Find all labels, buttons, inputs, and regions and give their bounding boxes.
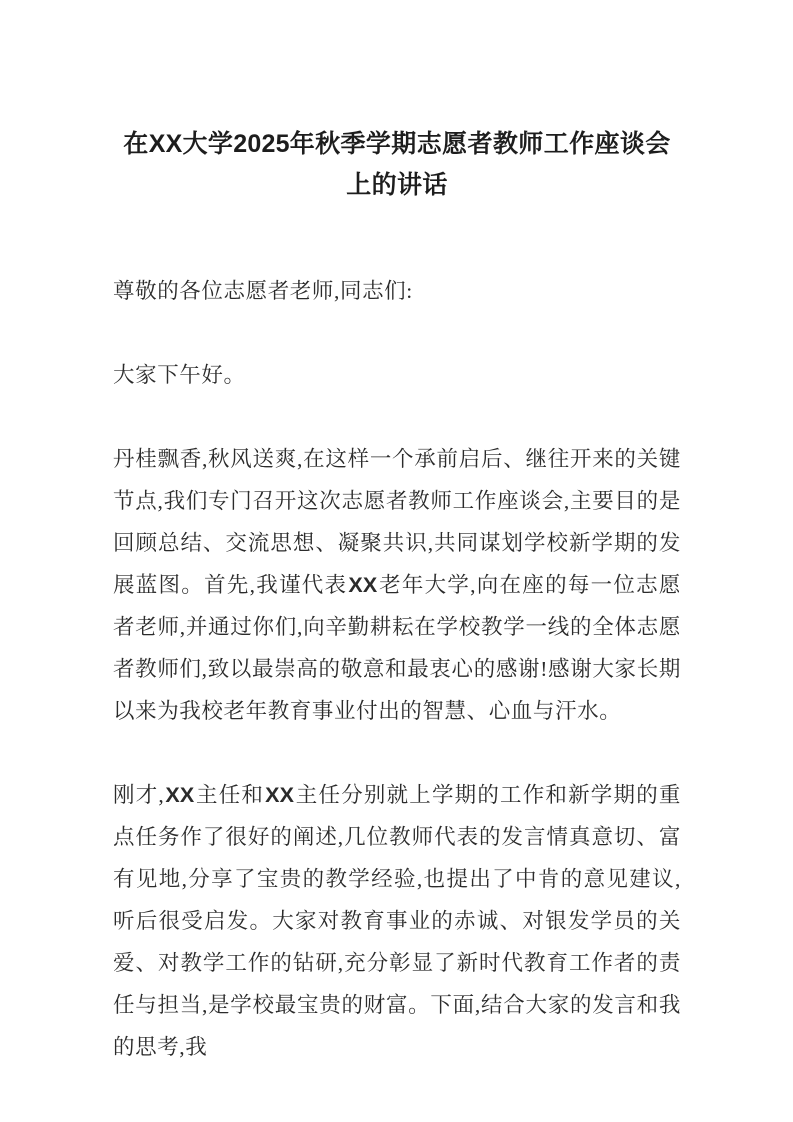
document-body: [113, 0, 681, 1068]
text-run: 丹桂飘香,秋风送爽,在这样一个承前启后、继往开来的关键节点,我们专门召开这次志愿者教师工作座谈会,主要目的是回顾总结、交流思想、凝聚共识,共同谋划学校新学期的发展蓝图。首先,我谨代表: [113, 447, 681, 597]
paragraph-greeting: 大家下午好。: [113, 363, 246, 387]
document-title: [113, 0, 681, 206]
person-placeholder: XX: [165, 783, 195, 807]
paragraph-opening-remarks: [113, 438, 681, 732]
text-run: 刚才,: [113, 783, 165, 807]
text-run: 主任和: [195, 783, 265, 807]
paragraph-review-remarks: [113, 774, 681, 1068]
person-placeholder: XX: [265, 783, 295, 807]
title-prefix: 在: [123, 130, 149, 158]
document-paragraphs: [113, 270, 681, 1068]
title-middle: 大学: [182, 130, 234, 158]
text-run: 主任分别就上学期的工作和新学期的重点任务作了很好的阐述,几位教师代表的发言情真意切、富有见地,分享了宝贵的教学经验,也提出了中肯的意见建议,听后很受启发。大家对教育事业的赤诚、对银发学员的关爱、对教学工作的钻研,充分彰显了新时代教育工作者的责任与担当,是学校最宝贵的财富。下面,结合大家的发言和我的思考,我: [113, 783, 681, 1059]
title-year: 2025: [233, 130, 290, 158]
title-line-two: 的讲话: [371, 171, 448, 199]
organization-placeholder: XX: [348, 573, 378, 597]
text-run: 老年大学,向在座的每一位志愿者老师,并通过你们,向辛勤耕耘在学校教学一线的全体志愿者教师们,致以最崇高的敬意和最衷心的感谢!感谢大家长期以来为我校老年教育事业付出的智慧、心血与汗水。: [113, 573, 682, 723]
title-organization-placeholder: XX: [148, 130, 183, 158]
paragraph-salutation: 尊敬的各位志愿者老师,同志们:: [113, 279, 413, 303]
title-suffix: 年秋季学期志愿者教师工作座谈会上: [289, 130, 671, 199]
